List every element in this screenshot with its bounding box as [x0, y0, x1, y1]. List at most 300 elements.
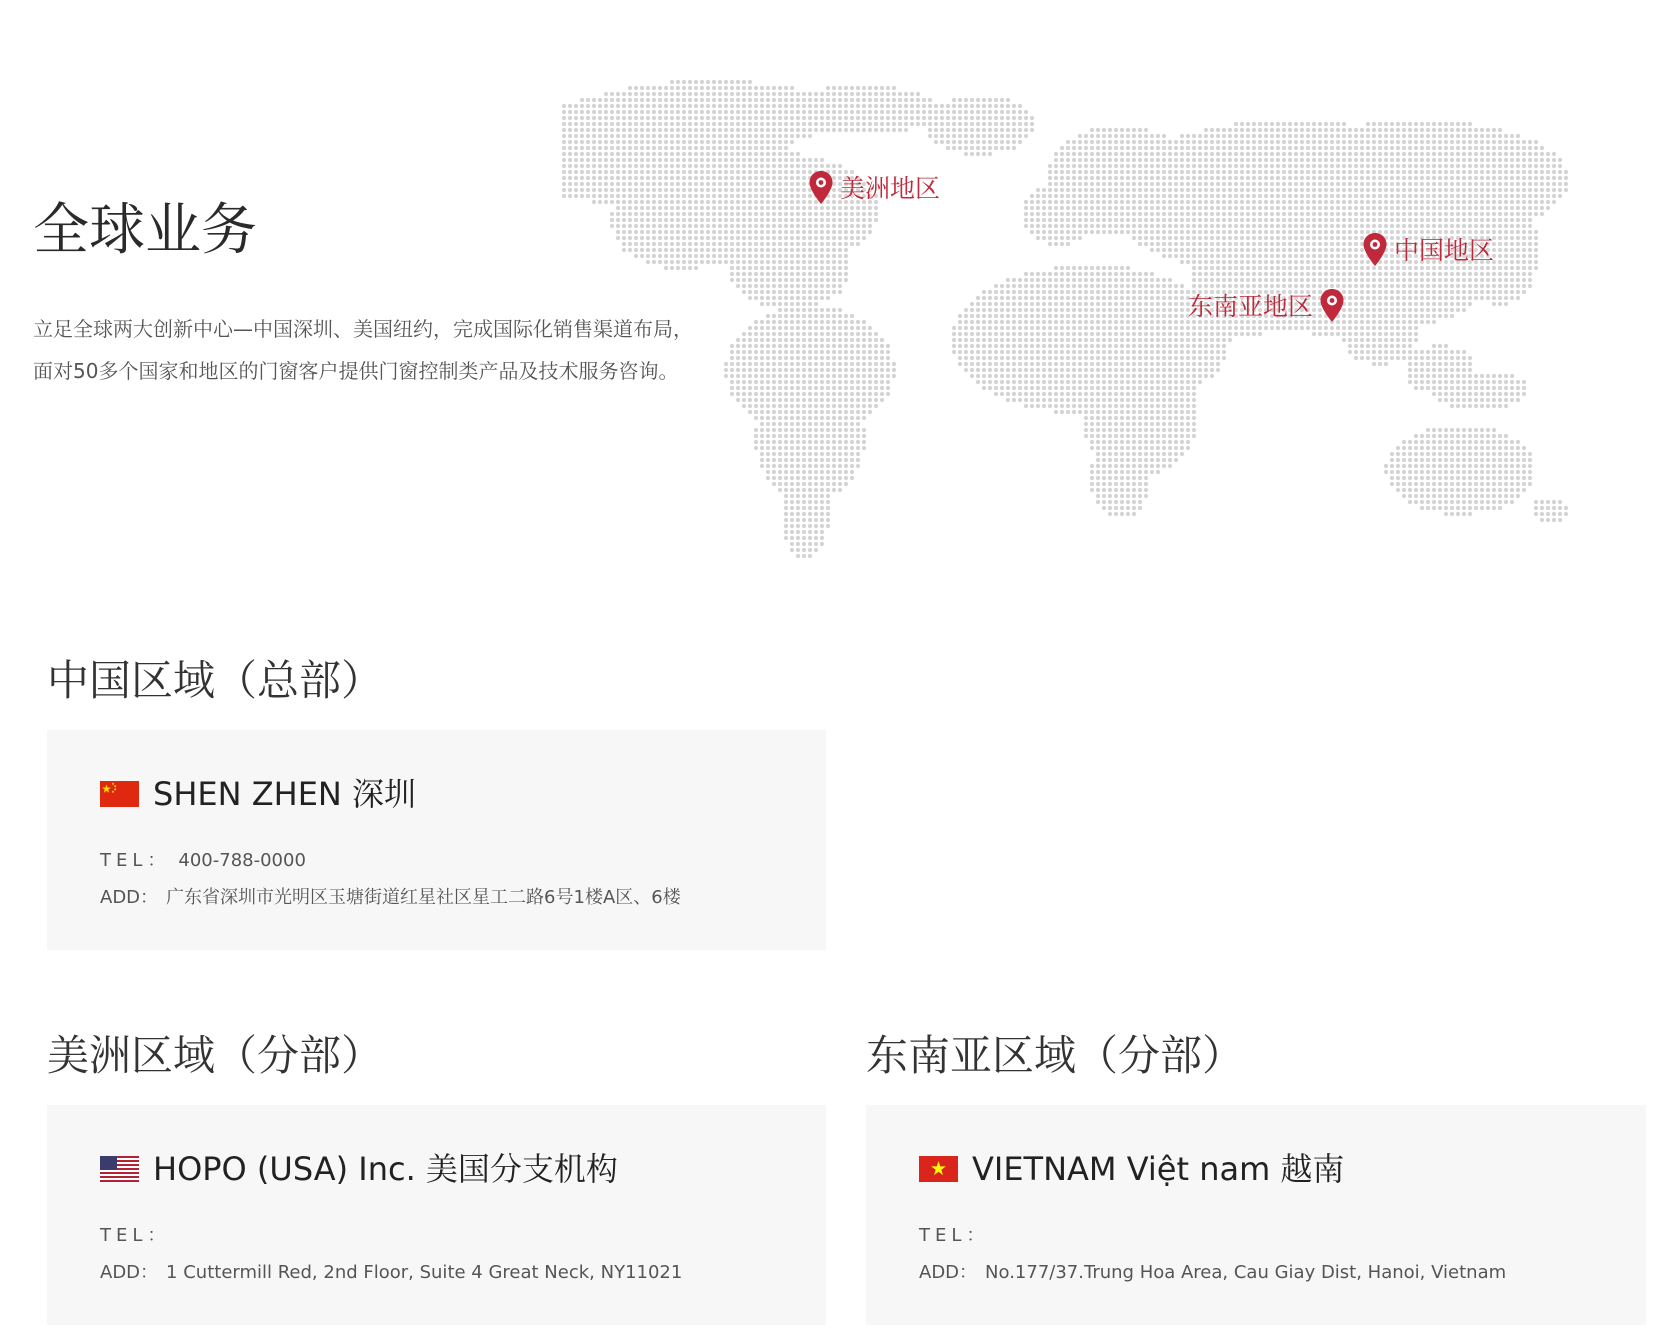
map-dot: [1420, 170, 1424, 174]
map-dot: [802, 188, 806, 192]
map-dot: [688, 110, 692, 114]
map-dot: [1060, 200, 1064, 204]
map-dot: [1366, 152, 1370, 156]
map-dot: [1252, 266, 1256, 270]
map-dot: [1078, 326, 1082, 330]
map-dot: [1312, 272, 1316, 276]
map-dot: [1054, 272, 1058, 276]
map-dot: [1096, 140, 1100, 144]
map-dot: [1192, 176, 1196, 180]
map-dot: [1318, 272, 1322, 276]
map-dot: [790, 158, 794, 162]
map-dot: [1054, 152, 1058, 156]
map-dot: [1480, 152, 1484, 156]
map-dot: [766, 302, 770, 306]
map-dot: [832, 356, 836, 360]
map-dot: [1360, 128, 1364, 132]
map-dot: [712, 218, 716, 222]
map-dot: [934, 104, 938, 108]
map-dot: [1522, 188, 1526, 192]
map-dot: [1054, 350, 1058, 354]
map-dot: [1162, 152, 1166, 156]
map-dot: [1048, 350, 1052, 354]
map-dot: [754, 218, 758, 222]
map-dot: [1270, 128, 1274, 132]
map-dot: [1438, 272, 1442, 276]
map-dot: [754, 260, 758, 264]
map-dot: [1102, 272, 1106, 276]
map-dot: [1138, 350, 1142, 354]
map-dot: [1168, 350, 1172, 354]
map-dot: [832, 206, 836, 210]
map-dot: [1210, 278, 1214, 282]
map-dot: [676, 164, 680, 168]
map-dot: [634, 236, 638, 240]
map-dot: [1000, 116, 1004, 120]
map-dot: [976, 146, 980, 150]
map-dot: [886, 86, 890, 90]
map-dot: [1234, 164, 1238, 168]
map-dot: [694, 92, 698, 96]
map-dot: [610, 110, 614, 114]
map-dot: [736, 218, 740, 222]
map-dot: [1102, 200, 1106, 204]
map-dot: [1426, 296, 1430, 300]
map-dot: [766, 128, 770, 132]
map-dot: [682, 116, 686, 120]
map-dot: [742, 218, 746, 222]
map-dot: [784, 188, 788, 192]
map-dot: [1072, 200, 1076, 204]
map-dot: [1450, 308, 1454, 312]
map-dot: [808, 254, 812, 258]
map-dot: [1510, 206, 1514, 210]
map-dot: [724, 176, 728, 180]
map-dot: [1276, 272, 1280, 276]
map-dot: [1108, 164, 1112, 168]
map-dot: [574, 110, 578, 114]
map-dot: [1510, 218, 1514, 222]
map-dot: [814, 314, 818, 318]
map-dot: [1006, 344, 1010, 348]
map-dot: [898, 128, 902, 132]
map-dot: [1360, 200, 1364, 204]
map-dot: [850, 218, 854, 222]
map-dot: [988, 296, 992, 300]
map-dot: [868, 98, 872, 102]
map-dot: [1126, 326, 1130, 330]
map-dot: [1450, 212, 1454, 216]
map-dot: [1174, 350, 1178, 354]
map-dot: [1516, 230, 1520, 234]
map-dot: [982, 98, 986, 102]
map-dot: [742, 284, 746, 288]
map-dot: [988, 146, 992, 150]
map-dot: [652, 110, 656, 114]
map-dot: [1348, 338, 1352, 342]
map-dot: [622, 194, 626, 198]
map-dot: [1216, 344, 1220, 348]
map-dot: [778, 146, 782, 150]
map-dot: [1072, 284, 1076, 288]
map-dot: [1168, 236, 1172, 240]
map-dot: [574, 182, 578, 186]
map-dot: [826, 212, 830, 216]
map-dot: [1228, 248, 1232, 252]
map-dot: [562, 146, 566, 150]
map-dot: [1138, 218, 1142, 222]
map-dot: [646, 164, 650, 168]
map-dot: [1138, 224, 1142, 228]
map-dot: [1012, 128, 1016, 132]
map-dot: [1012, 146, 1016, 150]
map-dot: [1420, 308, 1424, 312]
map-dot: [1066, 182, 1070, 186]
map-dot: [1180, 176, 1184, 180]
map-dot: [634, 212, 638, 216]
map-dot: [1390, 158, 1394, 162]
map-dot: [1084, 134, 1088, 138]
map-dot: [724, 254, 728, 258]
map-dot: [574, 170, 578, 174]
map-dot: [1462, 272, 1466, 276]
map-dot: [658, 236, 662, 240]
map-dot: [1504, 182, 1508, 186]
map-dot: [634, 92, 638, 96]
map-dot: [1342, 164, 1346, 168]
map-dot: [730, 356, 734, 360]
map-dot: [856, 212, 860, 216]
map-dot: [1216, 140, 1220, 144]
map-dot: [634, 152, 638, 156]
map-dot: [1510, 140, 1514, 144]
map-dot: [1456, 188, 1460, 192]
map-dot: [952, 116, 956, 120]
map-dot: [592, 152, 596, 156]
map-dot: [1180, 188, 1184, 192]
map-dot: [568, 128, 572, 132]
map-dot: [718, 218, 722, 222]
map-dot: [754, 320, 758, 324]
map-dot: [1204, 176, 1208, 180]
map-dot: [964, 134, 968, 138]
map-dot: [1456, 218, 1460, 222]
map-dot: [1294, 140, 1298, 144]
map-dot: [1300, 272, 1304, 276]
map-dot: [1090, 176, 1094, 180]
map-dot: [652, 104, 656, 108]
map-dot: [1150, 320, 1154, 324]
map-dot: [1294, 212, 1298, 216]
map-dot: [1180, 152, 1184, 156]
map-dot: [1348, 242, 1352, 246]
map-dot: [1492, 158, 1496, 162]
map-dot: [1222, 236, 1226, 240]
map-dot: [586, 164, 590, 168]
map-dot: [826, 242, 830, 246]
map-dot: [784, 272, 788, 276]
map-dot: [1450, 152, 1454, 156]
map-dot: [1306, 260, 1310, 264]
map-dot: [946, 146, 950, 150]
map-dot: [772, 350, 776, 354]
map-dot: [712, 86, 716, 90]
map-dot: [886, 128, 890, 132]
map-dot: [1342, 332, 1346, 336]
map-dot: [1408, 350, 1412, 354]
map-dot: [1534, 188, 1538, 192]
map-dot: [1546, 176, 1550, 180]
map-dot: [1060, 266, 1064, 270]
map-dot: [910, 122, 914, 126]
map-dot: [1216, 146, 1220, 150]
map-dot: [748, 122, 752, 126]
map-dot: [784, 302, 788, 306]
map-dot: [964, 332, 968, 336]
map-dot: [742, 140, 746, 144]
map-dot: [1096, 152, 1100, 156]
map-dot: [958, 104, 962, 108]
map-dot: [598, 176, 602, 180]
map-dot: [1198, 260, 1202, 264]
map-dot: [616, 158, 620, 162]
map-dot: [1354, 176, 1358, 180]
map-dot: [748, 110, 752, 114]
map-dot: [1060, 242, 1064, 246]
map-dot: [700, 194, 704, 198]
map-dot: [1276, 140, 1280, 144]
map-dot: [1504, 248, 1508, 252]
map-dot: [844, 254, 848, 258]
map-dot: [970, 116, 974, 120]
map-dot: [1462, 350, 1466, 354]
map-dot: [1516, 182, 1520, 186]
map-dot: [982, 134, 986, 138]
map-dot: [742, 104, 746, 108]
map-dot: [1336, 146, 1340, 150]
map-dot: [928, 122, 932, 126]
map-dot: [1138, 356, 1142, 360]
map-dot: [814, 104, 818, 108]
map-dot: [1474, 182, 1478, 186]
map-dot: [1306, 200, 1310, 204]
map-dot: [1096, 200, 1100, 204]
map-dot: [748, 278, 752, 282]
map-dot: [826, 350, 830, 354]
map-dot: [1222, 242, 1226, 246]
map-dot: [580, 98, 584, 102]
map-dot: [1414, 128, 1418, 132]
map-dot: [1126, 296, 1130, 300]
map-dot: [1384, 224, 1388, 228]
map-dot: [1186, 188, 1190, 192]
map-dot: [1000, 326, 1004, 330]
map-dot: [1150, 140, 1154, 144]
map-dot: [1048, 242, 1052, 246]
map-dot: [676, 104, 680, 108]
map-dot: [1276, 218, 1280, 222]
map-dot: [1246, 212, 1250, 216]
map-dot: [1000, 308, 1004, 312]
map-dot: [724, 200, 728, 204]
map-dot: [1078, 134, 1082, 138]
map-dot: [1252, 236, 1256, 240]
map-dot: [1072, 206, 1076, 210]
map-dot: [1264, 176, 1268, 180]
map-dot: [1396, 302, 1400, 306]
map-dot: [754, 266, 758, 270]
map-dot: [868, 326, 872, 330]
map-dot: [1408, 122, 1412, 126]
map-dot: [1168, 290, 1172, 294]
map-dot: [1360, 224, 1364, 228]
map-dot: [862, 320, 866, 324]
map-dot: [1252, 230, 1256, 234]
map-dot: [712, 104, 716, 108]
map-dot: [1270, 134, 1274, 138]
map-dot: [1180, 302, 1184, 306]
map-dot: [748, 254, 752, 258]
map-dot: [850, 242, 854, 246]
map-dot: [1072, 356, 1076, 360]
map-dot: [1516, 278, 1520, 282]
map-dot: [802, 308, 806, 312]
map-dot: [1036, 200, 1040, 204]
map-dot: [1480, 140, 1484, 144]
map-dot: [778, 338, 782, 342]
map-dot: [1084, 284, 1088, 288]
map-dot: [1264, 266, 1268, 270]
map-dot: [1504, 200, 1508, 204]
map-dot: [1348, 296, 1352, 300]
map-dot: [1288, 170, 1292, 174]
map-dot: [652, 260, 656, 264]
map-dot: [1366, 182, 1370, 186]
map-dot: [1204, 218, 1208, 222]
map-dot: [1360, 146, 1364, 150]
map-dot: [1258, 170, 1262, 174]
map-dot: [784, 218, 788, 222]
map-dot: [1450, 206, 1454, 210]
map-dot: [1522, 284, 1526, 288]
map-dot: [1528, 224, 1532, 228]
map-dot: [790, 242, 794, 246]
map-dot: [838, 272, 842, 276]
map-dot: [1126, 212, 1130, 216]
map-dot: [694, 122, 698, 126]
map-dot: [748, 158, 752, 162]
map-dot: [1300, 122, 1304, 126]
map-dot: [1270, 212, 1274, 216]
map-dot: [1168, 218, 1172, 222]
map-dot: [1030, 212, 1034, 216]
map-dot: [628, 140, 632, 144]
map-dot: [1318, 158, 1322, 162]
map-dot: [1294, 128, 1298, 132]
map-dot: [1234, 152, 1238, 156]
map-dot: [1018, 104, 1022, 108]
map-dot: [1120, 194, 1124, 198]
map-dot: [1564, 176, 1568, 180]
map-dot: [1018, 320, 1022, 324]
map-dot: [622, 104, 626, 108]
map-dot: [760, 272, 764, 276]
map-dot: [1336, 188, 1340, 192]
map-dot: [1168, 140, 1172, 144]
map-dot: [826, 122, 830, 126]
map-dot: [664, 266, 668, 270]
map-dot: [1036, 230, 1040, 234]
map-dot: [1432, 350, 1436, 354]
map-dot: [1468, 158, 1472, 162]
map-dot: [784, 122, 788, 126]
map-dot: [1258, 332, 1262, 336]
map-dot: [1240, 194, 1244, 198]
map-dot: [862, 356, 866, 360]
map-dot: [796, 284, 800, 288]
map-dot: [1030, 194, 1034, 198]
map-dot: [1300, 188, 1304, 192]
map-dot: [898, 104, 902, 108]
map-dot: [1156, 296, 1160, 300]
map-dot: [754, 290, 758, 294]
map-dot: [760, 230, 764, 234]
map-dot: [718, 188, 722, 192]
map-dot: [586, 146, 590, 150]
map-dot: [1498, 230, 1502, 234]
map-dot: [988, 332, 992, 336]
map-dot: [1090, 326, 1094, 330]
map-dot: [742, 200, 746, 204]
map-dot: [754, 272, 758, 276]
map-dot: [838, 224, 842, 228]
map-dot: [1444, 206, 1448, 210]
map-dot: [742, 182, 746, 186]
map-dot: [1462, 194, 1466, 198]
map-dot: [1414, 140, 1418, 144]
map-dot: [1342, 272, 1346, 276]
map-dot: [808, 320, 812, 324]
map-dot: [1306, 326, 1310, 330]
map-dot: [1354, 272, 1358, 276]
map-dot: [1318, 224, 1322, 228]
map-dot: [952, 134, 956, 138]
map-dot: [1114, 188, 1118, 192]
map-dot: [772, 158, 776, 162]
map-dot: [622, 224, 626, 228]
map-dot: [826, 272, 830, 276]
map-dot: [682, 188, 686, 192]
map-dot: [1336, 158, 1340, 162]
map-dot: [1054, 218, 1058, 222]
map-dot: [1246, 170, 1250, 174]
map-dot: [1186, 356, 1190, 360]
map-dot: [1450, 296, 1454, 300]
map-dot: [1030, 128, 1034, 132]
map-dot: [1498, 218, 1502, 222]
map-dot: [802, 224, 806, 228]
map-dot: [736, 92, 740, 96]
map-dot: [1366, 212, 1370, 216]
map-dot: [1258, 164, 1262, 168]
map-dot: [808, 344, 812, 348]
map-dot: [1564, 182, 1568, 186]
map-dot: [640, 164, 644, 168]
map-dot: [1072, 332, 1076, 336]
map-dot: [718, 86, 722, 90]
map-dot: [1282, 188, 1286, 192]
map-dot: [1060, 332, 1064, 336]
